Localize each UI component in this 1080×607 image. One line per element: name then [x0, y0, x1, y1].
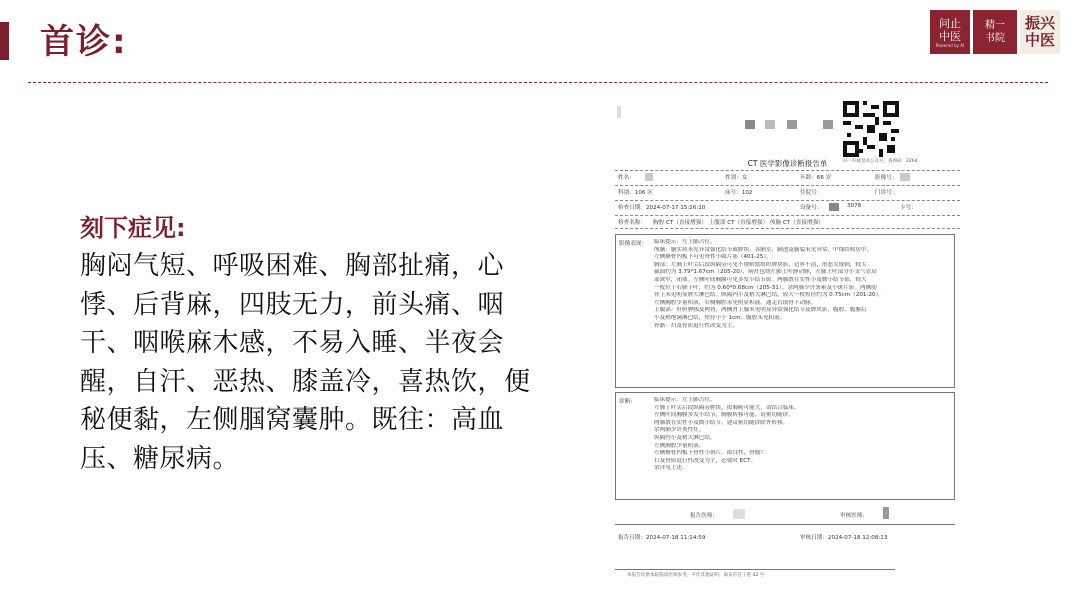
- diagnosis-section: [615, 392, 955, 500]
- redacted-mark: [829, 203, 839, 211]
- slide-title: 首诊:: [40, 22, 128, 62]
- diagnosis-line: 纵隔内小及稍大淋巴结。: [654, 434, 716, 441]
- diagnosis-line: 余两肺少许炎性灶。: [654, 427, 705, 434]
- report-date: 报告日期：2024-07-18 11:14:59: [618, 535, 706, 541]
- findings-section: [615, 234, 955, 388]
- image-number: 影像号：: [875, 175, 898, 181]
- finding-line: 骨骼：扫及骨质退行性改变为主。: [654, 322, 738, 329]
- zhenxing-logo: [1020, 10, 1060, 54]
- patient-name-label: 姓名：: [618, 175, 635, 181]
- card-number: 卡号：: [900, 205, 917, 211]
- finding-line: 截面约为 3.79*1.67cm（205-20），病灶包绕左肺上叶静动脉，左肺上叶部分小支气管局: [654, 269, 877, 276]
- title-accent-bar: [0, 22, 9, 60]
- logo-a-line2: 中医: [939, 29, 961, 43]
- reporter-label: 报告医师：: [690, 513, 718, 519]
- diagnosis-line: 两肺散在实性小及微小结节，建议密切随诊除外转移。: [654, 419, 789, 426]
- redacted-mark: [733, 509, 745, 519]
- patient-sex: 性别：女: [725, 175, 748, 181]
- finding-line: 一枚位于右肺下叶，约为 0.60*0.68cm（205-31）。余两肺少许条索及小斑片影。两侧肋: [654, 284, 877, 291]
- exam-name-value: 胸腔 CT（直接增强） 上腹部 CT（直接增强） 颅脑 CT（直接增强）: [653, 220, 824, 226]
- redacted-mark: [765, 120, 775, 129]
- symptoms-heading: 刻下症见:: [80, 214, 186, 242]
- logo-c-line2: 中医: [1024, 31, 1055, 49]
- footer-rule: [615, 569, 895, 570]
- findings-text: [654, 239, 954, 330]
- symptoms-block: [80, 208, 550, 478]
- logo-group: [930, 10, 1060, 54]
- finding-line: 左侧额骨内板下可见骨性小圆片影（401-25）。: [654, 254, 772, 261]
- finding-line: 小及稍饱满淋巴结，短径小于 1cm。腹腔未见积液。: [654, 314, 786, 321]
- signature-divider: [615, 524, 955, 525]
- logo-b-line2: 书院: [985, 33, 1005, 44]
- review-date: 审核日期：2024-07-18 12:08:13: [800, 535, 888, 541]
- finding-line: 上腹部：肝胆脾胰及两肾、两侧肾上腺未见明显异常强化结节及肿块影，腹腔、腹膜后: [654, 307, 867, 314]
- reviewer-label: 审核医师：: [840, 513, 868, 519]
- qr-caption: 扫一扫或登录公众号，查询码：2264: [843, 159, 918, 164]
- finding-line: 骨上未见明显肿大淋巴结。纵隔内小及稍大淋巴结，较大一枚短径约为 0.75cm（201-20）。: [654, 292, 884, 299]
- redacted-mark: [745, 120, 755, 129]
- outpatient-number: 门诊号：: [875, 190, 898, 196]
- diagnosis-line: 临床提示：左上肺占位。: [654, 397, 716, 403]
- diagnosis-line: 余详见上述。: [654, 465, 688, 472]
- logo-a-small: Powered by AI: [935, 42, 965, 48]
- redacted-mark: [823, 120, 833, 129]
- ct-report-image: [615, 96, 960, 582]
- exam-name-label: 检查名称：: [618, 220, 646, 226]
- finding-line: 部狭窄，闭塞。左侧叶间胸膜可见多发小结节影。两肺散在实性小及微小结节影，较大: [654, 276, 867, 283]
- redacted-mark: [617, 106, 621, 118]
- logo-c-line1: 振兴: [1024, 14, 1055, 32]
- patient-age: 年龄：66 岁: [800, 175, 832, 181]
- symptoms-text: 胸闷气短、呼吸困难、胸部扯痛，心悸、后背麻，四肢无力，前头痛、咽干、咽喉麻木感，不易入睡、半夜会醒，自汗、恶热、膝盖冷，喜热饮，便秘便黏，左侧腘窝囊肿。既往：高血压、糖尿病。: [80, 251, 531, 474]
- device-label: 设备号：: [800, 205, 823, 211]
- diagnosis-label: 诊断：: [619, 399, 636, 405]
- report-title: CT 医学影像诊断报告单: [747, 159, 828, 168]
- diagnosis-line: 左侧叶间胸膜多发小结节，胸膜转移可能，请密切随诊。: [654, 412, 794, 419]
- report-row-exam-date: [615, 200, 960, 212]
- report-footnote: 本报告仅供本院临床医师参考，不作其他证明。南京市百子巷 42 号: [627, 573, 765, 578]
- diagnosis-line: 左肺上叶尖后段纵隔旁肿块，拟肺癌可能大，请结合临床。: [654, 404, 800, 411]
- title-divider: [28, 82, 1048, 83]
- finding-line: 左侧胸腔少量积液，右侧胸腔未见明显积液。通走右锁骨下动脉。: [654, 299, 817, 306]
- findings-label: 影像表现：: [619, 241, 647, 247]
- report-row-exam-name: [615, 215, 960, 229]
- exam-date: 检查日期：2024-07-17 15:26:10: [618, 205, 706, 211]
- inpatient-number: 住院号：: [800, 190, 823, 196]
- logo-a-line1: 问止: [939, 16, 961, 30]
- diagnosis-line: 左侧胸腔少量积液。: [654, 442, 705, 449]
- wenzhi-logo: [930, 10, 970, 54]
- redacted-mark: [645, 173, 653, 181]
- report-row-patient: [615, 170, 960, 182]
- diagnosis-line: 左侧额骨内板下骨性小斑片，拟良性，骨瘤？: [654, 450, 766, 457]
- bed-number: 床号：102: [725, 190, 753, 196]
- redacted-mark: [883, 507, 889, 519]
- diagnosis-line: 扫及骨质退行性改变为主，必要时 ECT。: [654, 457, 757, 464]
- redacted-mark: [787, 120, 797, 129]
- jingyi-logo: [973, 10, 1017, 54]
- finding-line: 颅脑：脑实质未见异常强化结节或肿块，各脑室、脑池及脑裂未见异常，中线结构居中。: [654, 246, 873, 253]
- device-value: 3078: [847, 203, 862, 209]
- finding-line: 临床提示：左上肺占位。: [654, 239, 716, 245]
- ward-dept: 科别：106 区: [618, 190, 653, 196]
- diagnosis-text: [654, 397, 954, 473]
- finding-line: 胸部：左肺上叶尖后段纵隔旁可见不规则软组织肿块影，边界不清，形态欠规则，较大: [654, 261, 867, 268]
- report-row-ward: [615, 185, 960, 197]
- qr-code: [843, 101, 899, 157]
- redacted-mark: [900, 173, 910, 181]
- logo-b-line1: 精一: [985, 20, 1005, 31]
